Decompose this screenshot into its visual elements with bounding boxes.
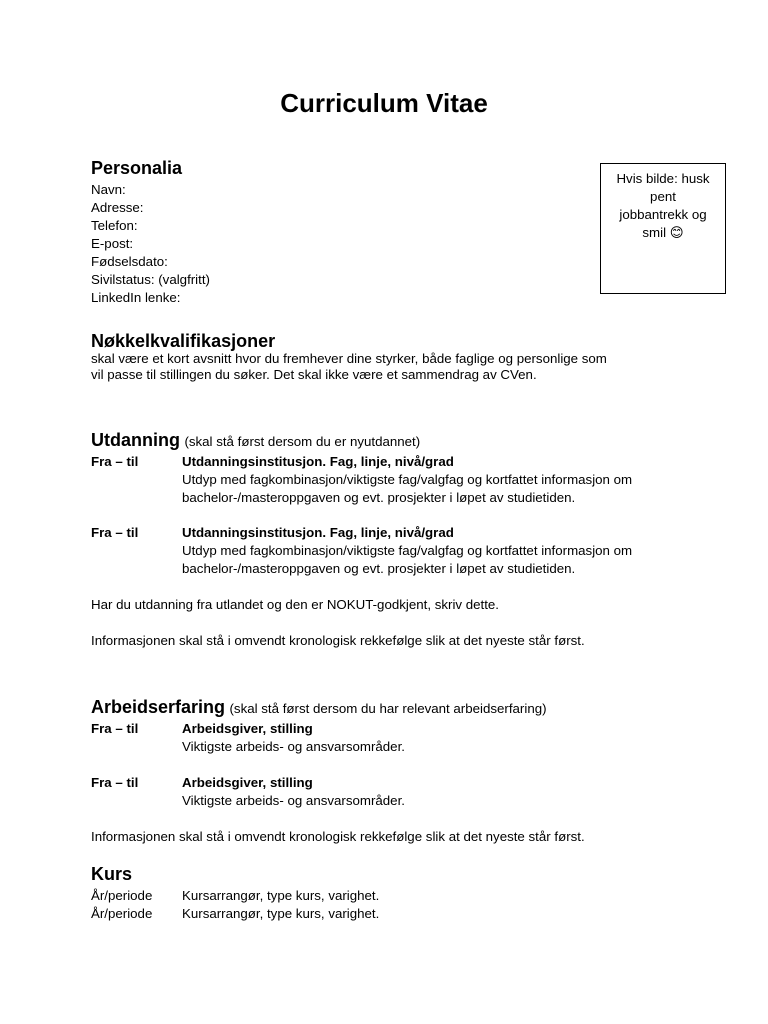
work-1-desc: Viktigste arbeids- og ansvarsområder.: [182, 739, 405, 754]
work-1-period: Fra – til: [91, 721, 139, 736]
work-1-title: Arbeidsgiver, stilling: [182, 721, 313, 736]
course-2-desc: Kursarrangør, type kurs, varighet.: [182, 906, 380, 921]
field-marital-status: Sivilstatus: (valgfritt): [91, 272, 210, 287]
key-qualifications-text: [91, 351, 607, 383]
education-1-desc-1: Utdyp med fagkombinasjon/viktigste fag/valgfag og kortfattet informasjon om: [182, 472, 633, 487]
course-2-period: År/periode: [91, 906, 153, 921]
work-1-block: [182, 720, 405, 756]
field-phone: Telefon:: [91, 218, 138, 233]
course-1-desc: Kursarrangør, type kurs, varighet.: [182, 888, 380, 903]
photo-hint-line-1: Hvis bilde: husk: [616, 171, 710, 186]
key-qualifications-line-1: skal være et kort avsnitt hvor du fremhever dine styrker, både faglige og personlige som: [91, 351, 607, 366]
key-qualifications-line-2: vil passe til stillingen du søker. Det skal ikke være et sammendrag av CVen.: [91, 367, 537, 382]
education-heading: Utdanning: [91, 430, 180, 450]
courses-heading: Kurs: [91, 864, 133, 884]
work-heading: Arbeidserfaring: [91, 697, 226, 717]
education-2-title: Utdanningsinstitusjon. Fag, linje, nivå/grad: [182, 525, 454, 540]
field-name: Navn:: [91, 182, 126, 197]
field-linkedin: LinkedIn lenke:: [91, 290, 181, 305]
education-1-desc-2: bachelor-/masteroppgaven og evt. prosjekter i løpet av studietiden.: [182, 490, 576, 505]
work-order-note: Informasjonen skal stå i omvendt kronologisk rekkefølge slik at det nyeste står først.: [91, 829, 585, 844]
field-birthdate: Fødselsdato:: [91, 254, 168, 269]
key-qualifications-heading: Nøkkelkvalifikasjoner: [91, 331, 276, 351]
education-2-desc-2: bachelor-/masteroppgaven og evt. prosjekter i løpet av studietiden.: [182, 561, 576, 576]
work-note: (skal stå først dersom du har relevant arbeidserfaring): [229, 701, 547, 716]
education-order-note: Informasjonen skal stå i omvendt kronologisk rekkefølge slik at det nyeste står først.: [91, 633, 585, 648]
education-1-title: Utdanningsinstitusjon. Fag, linje, nivå/grad: [182, 454, 454, 469]
field-address: Adresse:: [91, 200, 144, 215]
education-2-block: [182, 524, 632, 578]
field-email: E-post:: [91, 236, 134, 251]
photo-placeholder-box: [600, 163, 726, 294]
photo-hint-line-3: jobbantrekk og: [619, 207, 707, 222]
personalia-heading: Personalia: [91, 158, 183, 178]
work-2-period: Fra – til: [91, 775, 139, 790]
photo-hint-line-4: smil 😊: [642, 225, 684, 240]
course-1-period: År/periode: [91, 888, 153, 903]
work-heading-row: [91, 697, 547, 718]
education-1-block: [182, 453, 632, 507]
education-note: (skal stå først dersom du er nyutdannet): [184, 434, 421, 449]
education-heading-row: [91, 430, 420, 451]
work-2-title: Arbeidsgiver, stilling: [182, 775, 313, 790]
education-1-period: Fra – til: [91, 454, 139, 469]
education-nokut-note: Har du utdanning fra utlandet og den er NOKUT-godkjent, skriv dette.: [91, 597, 500, 612]
page-title: Curriculum Vitae: [280, 88, 488, 118]
personalia-fields: [91, 181, 210, 307]
education-2-period: Fra – til: [91, 525, 139, 540]
work-2-block: [182, 774, 405, 810]
photo-hint-line-2: pent: [650, 189, 676, 204]
education-2-desc-1: Utdyp med fagkombinasjon/viktigste fag/valgfag og kortfattet informasjon om: [182, 543, 633, 558]
work-2-desc: Viktigste arbeids- og ansvarsområder.: [182, 793, 405, 808]
